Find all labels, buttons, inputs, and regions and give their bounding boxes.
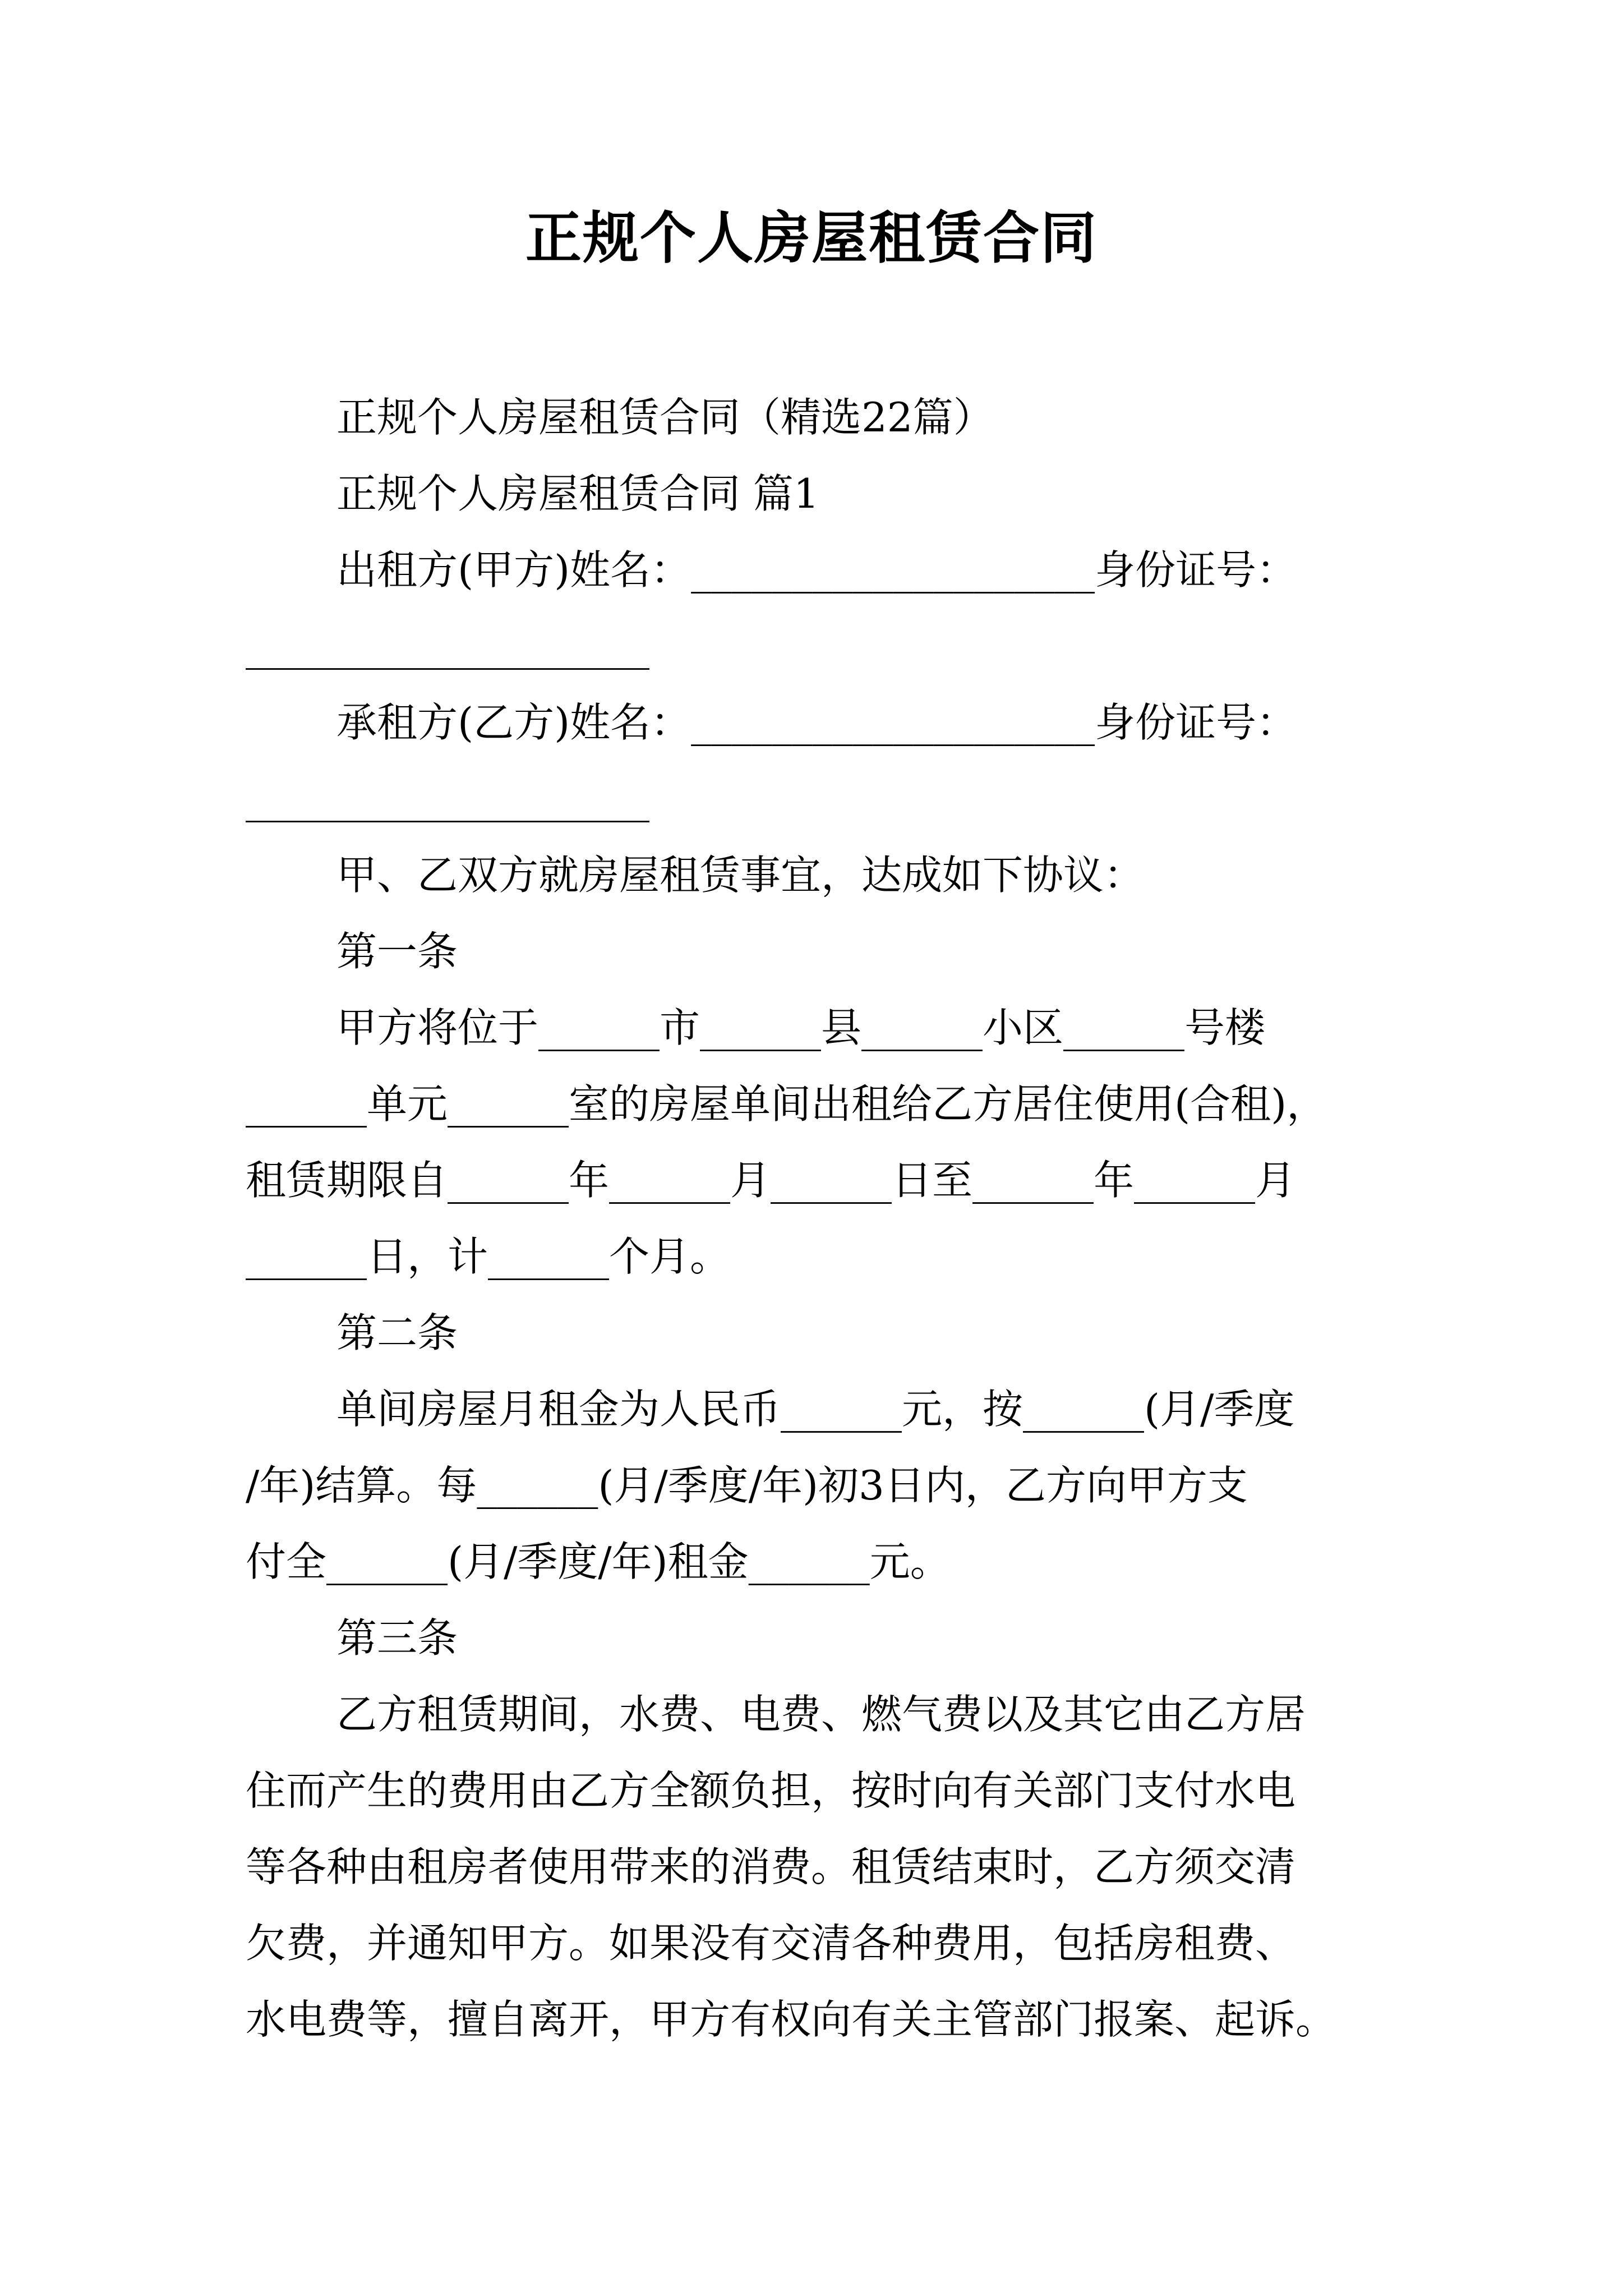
article-3-line-2: 住而产生的费用由乙方全额负担，按时向有关部门支付水电 [246, 1767, 1296, 1814]
article-2-line-2: /年)结算。每______(月/季度/年)初3日内，乙方向甲方支 [246, 1462, 1248, 1509]
article-2-line-1: 单间房屋月租金为人民币______元，按______(月/季度 [336, 1386, 1295, 1433]
article-3-line-3: 等各种由租房者使用带来的消费。租赁结束时，乙方须交清 [246, 1843, 1296, 1890]
article-1-line-2: ______单元______室的房屋单间出租给乙方居住使用(合租)， [246, 1080, 1327, 1128]
lessee-id-blank: ____________________ [246, 775, 649, 822]
article-2-heading: 第二条 [336, 1309, 458, 1356]
article-1-line-1: 甲方将位于______市______县______小区______号楼 [336, 1004, 1266, 1051]
section-heading: 正规个人房屋租赁合同 篇1 [336, 470, 819, 517]
article-1-heading: 第一条 [336, 928, 458, 975]
article-1-line-3: 租赁期限自______年______月______日至______年______月 [246, 1157, 1296, 1204]
article-3-line-5: 水电费等，擅自离开，甲方有权向有关主管部门报案、起诉。 [246, 1996, 1336, 2043]
article-3-line-4: 欠费，并通知甲方。如果没有交清各种费用，包括房租费、 [246, 1920, 1296, 1967]
lessee-line: 承租方(乙方)姓名：____________________身份证号： [336, 699, 1297, 746]
subtitle-line: 正规个人房屋租赁合同（精选22篇） [336, 394, 994, 441]
lessor-id-blank: ____________________ [246, 623, 649, 670]
agreement-intro: 甲、乙双方就房屋租赁事宜，达成如下协议： [336, 852, 1145, 899]
lessor-line: 出租方(甲方)姓名：____________________身份证号： [336, 546, 1297, 593]
article-3-heading: 第三条 [336, 1614, 458, 1662]
document-body [246, 379, 1423, 2058]
document-title: 正规个人房屋租赁合同 [525, 205, 1098, 271]
article-2-line-3: 付全______(月/季度/年)租金______元。 [246, 1538, 951, 1585]
article-1-line-4: ______日，计______个月。 [246, 1233, 731, 1280]
article-3-line-1: 乙方租赁期间，水费、电费、燃气费以及其它由乙方居 [336, 1691, 1306, 1738]
